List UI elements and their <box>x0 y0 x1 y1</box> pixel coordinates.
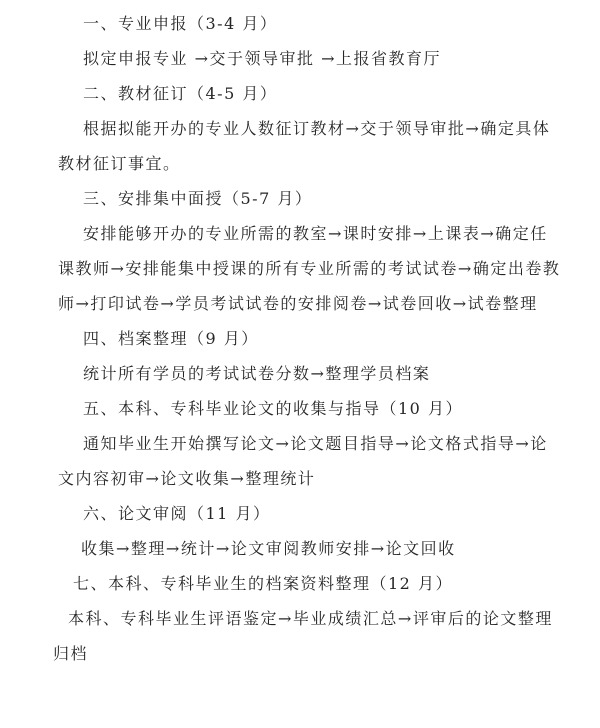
section-2-steps-line-2: 教材征订事宜。 <box>58 154 181 173</box>
document-text-block <box>0 6 600 671</box>
section-4-steps: 统计所有学员的考试试卷分数→整理学员档案 <box>83 364 431 383</box>
section-7-heading: 七、本科、专科毕业生的档案资料整理（12 月） <box>73 574 453 593</box>
section-7-steps-line-1: 本科、专科毕业生评语鉴定→毕业成绩汇总→评审后的论文整理 <box>68 609 553 628</box>
section-6-steps: 收集→整理→统计→论文审阅教师安排→论文回收 <box>81 539 456 558</box>
section-2-heading: 二、教材征订（4-5 月） <box>83 84 278 103</box>
section-5-steps-line-1: 通知毕业生开始撰写论文→论文题目指导→论文格式指导→论 <box>83 434 548 453</box>
section-5-heading: 五、本科、专科毕业论文的收集与指导（10 月） <box>83 399 463 418</box>
section-6-heading: 六、论文审阅（11 月） <box>83 504 271 523</box>
section-5-steps-line-2: 文内容初审→论文收集→整理统计 <box>58 469 316 488</box>
section-3-heading: 三、安排集中面授（5-7 月） <box>83 189 313 208</box>
section-3-steps-line-2: 课教师→安排能集中授课的所有专业所需的考试试卷→确定出卷教 <box>58 259 561 278</box>
section-1-steps: 拟定申报专业 →交于领导审批 →上报省教育厅 <box>83 49 441 68</box>
section-1-heading: 一、专业申报（3-4 月） <box>83 14 278 33</box>
section-4-heading: 四、档案整理（9 月） <box>83 329 259 348</box>
section-2-steps-line-1: 根据拟能开办的专业人数征订教材→交于领导审批→确定具体 <box>83 119 551 138</box>
section-7-steps-line-2: 归档 <box>53 644 89 663</box>
section-3-steps-line-1: 安排能够开办的专业所需的教室→课时安排→上课表→确定任 <box>83 224 548 243</box>
section-3-steps-line-3: 师→打印试卷→学员考试试卷的安排阅卷→试卷回收→试卷整理 <box>58 294 538 313</box>
